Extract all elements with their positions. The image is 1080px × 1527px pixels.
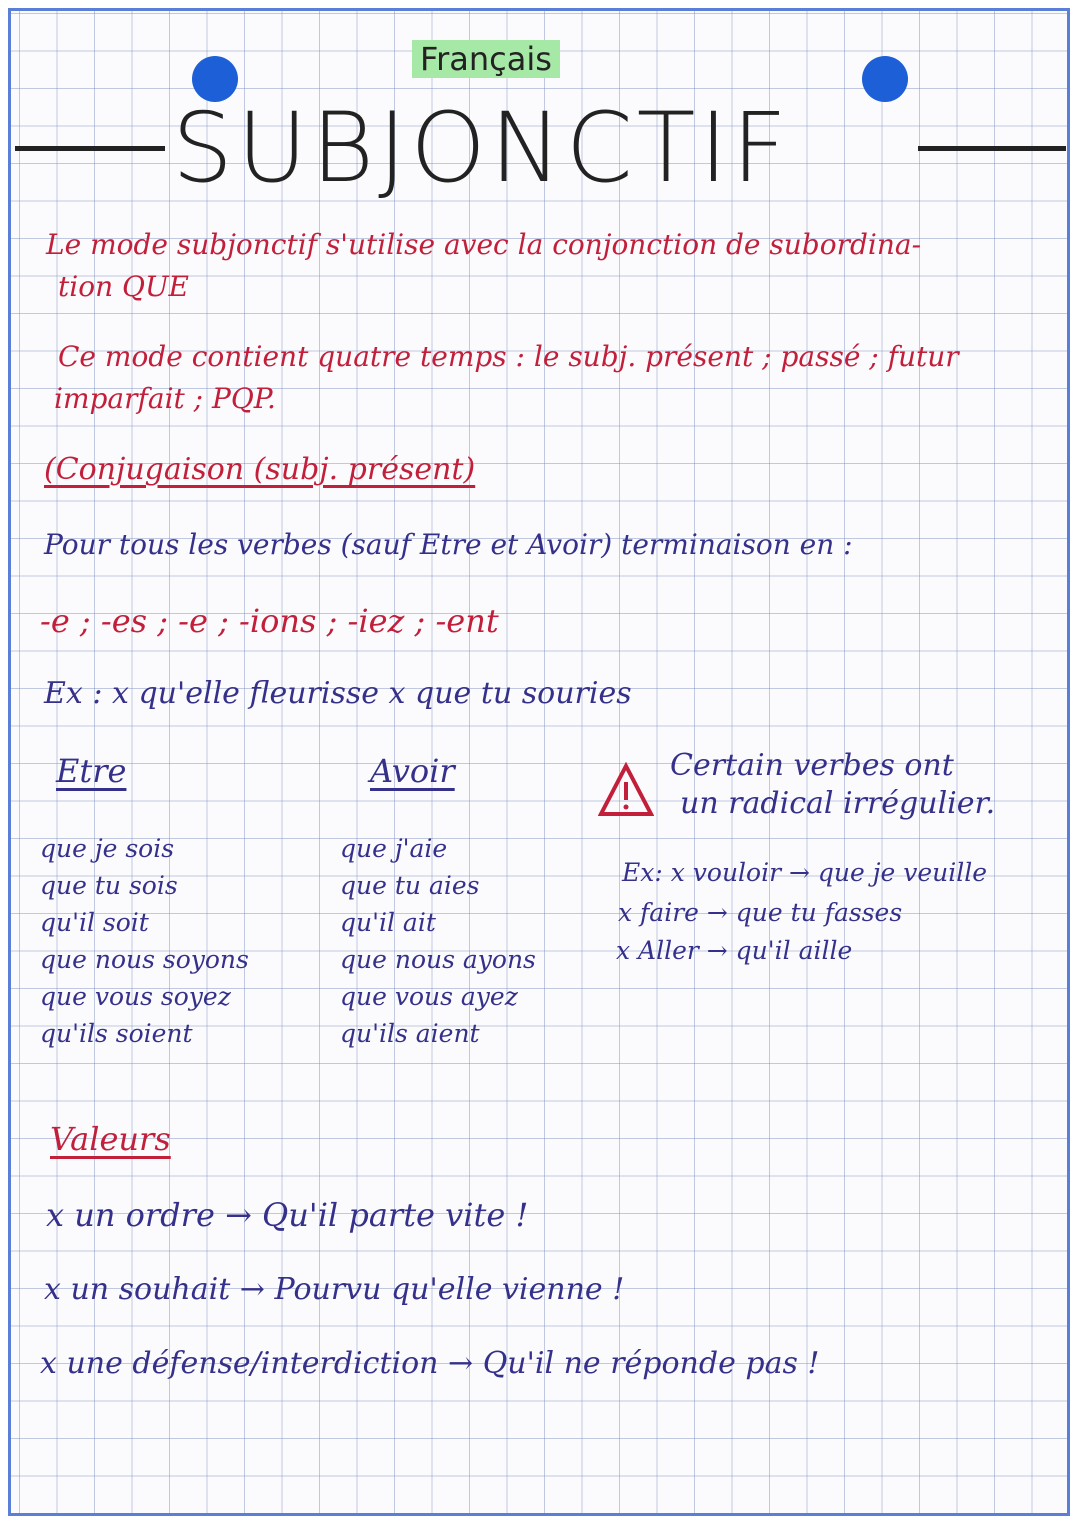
etre-form: que vous soyez <box>40 982 231 1011</box>
endings: -e ; -es ; -e ; -ions ; -iez ; -ent <box>40 602 499 640</box>
etre-form: que nous soyons <box>40 945 249 974</box>
avoir-forms <box>340 830 536 1052</box>
avoir-form: que tu aies <box>340 871 480 900</box>
avoir-form: qu'il ait <box>340 908 436 937</box>
warning-triangle-icon <box>598 762 654 818</box>
avoir-form: que nous ayons <box>340 945 536 974</box>
irregular-example-3: x Aller → qu'il aille <box>616 936 853 965</box>
etre-form: qu'ils soient <box>40 1019 193 1048</box>
subject-label: Français <box>412 40 560 78</box>
etre-form: que tu sois <box>40 871 178 900</box>
etre-heading: Etre <box>56 752 127 790</box>
rule-text: Pour tous les verbes (sauf Etre et Avoir) terminaison en : <box>44 528 853 561</box>
example: Ex : x qu'elle fleurisse x que tu souries <box>44 676 632 711</box>
etre-form: qu'il soit <box>40 908 149 937</box>
irregular-example-1: Ex: x vouloir → que je veuille <box>622 858 988 887</box>
blue-dot-right <box>862 56 908 102</box>
warning-line-1: Certain verbes ont <box>670 748 954 783</box>
avoir-form: qu'ils aient <box>340 1019 480 1048</box>
etre-form: que je sois <box>40 834 175 863</box>
valeur-item: x un ordre → Qu'il parte vite ! <box>46 1196 529 1234</box>
avoir-form: que vous ayez <box>340 982 518 1011</box>
intro-line-2: tion QUE <box>58 270 189 303</box>
title-rule-right <box>918 146 1066 151</box>
valeur-item: x une défense/interdiction → Qu'il ne réponde pas ! <box>40 1346 820 1381</box>
irregular-example-2: x faire → que tu fasses <box>618 898 903 927</box>
intro-line-1: Le mode subjonctif s'utilise avec la conjonction de subordina- <box>46 228 922 261</box>
tenses-line-2: imparfait ; PQP. <box>54 382 276 415</box>
valeur-item: x un souhait → Pourvu qu'elle vienne ! <box>44 1272 625 1307</box>
avoir-form: que j'aie <box>340 834 448 863</box>
section-conjugaison: (Conjugaison (subj. présent) <box>44 452 476 487</box>
avoir-heading: Avoir <box>370 752 455 790</box>
warning-line-2: un radical irrégulier. <box>680 786 996 821</box>
valeurs-heading: Valeurs <box>50 1120 171 1158</box>
page-title: SUBJONCTIF <box>172 92 791 204</box>
title-rule-left <box>15 146 165 151</box>
etre-forms <box>40 830 249 1052</box>
tenses-line-1: Ce mode contient quatre temps : le subj. présent ; passé ; futur <box>58 340 959 373</box>
